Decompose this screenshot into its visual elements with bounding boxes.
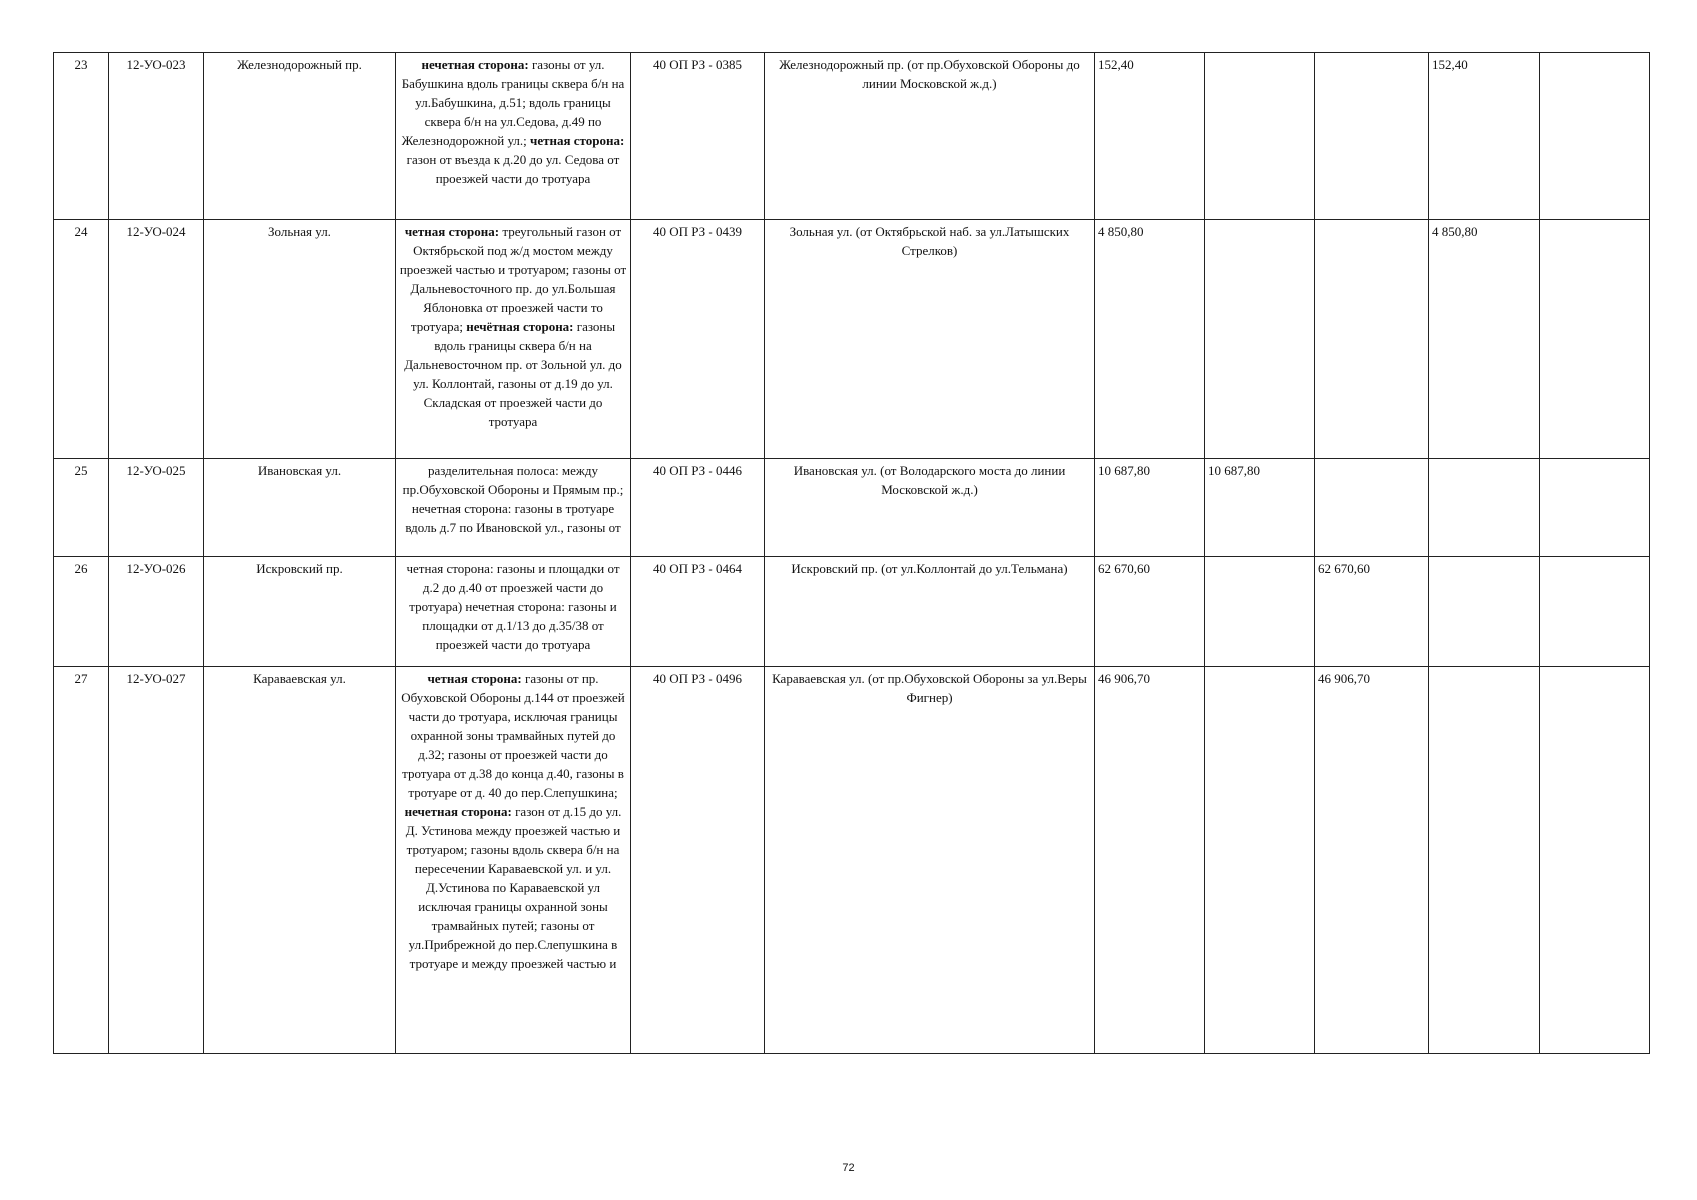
row-number: 26 xyxy=(54,557,109,667)
area-col-4 xyxy=(1540,557,1650,667)
object-code: 12-УО-027 xyxy=(109,667,204,1054)
description-text: газоны вдоль границы сквера б/н на Дальневосточном пр. от Зольной ул. до ул. Коллонтай, газоны от д.19 до ул. Складская от проезжей части до тротуара xyxy=(404,319,622,429)
total-area: 10 687,80 xyxy=(1095,459,1205,557)
object-code: 12-УО-023 xyxy=(109,53,204,220)
description xyxy=(396,667,631,1054)
area-col-4 xyxy=(1540,53,1650,220)
table-row xyxy=(54,667,1650,1054)
area-col-4 xyxy=(1540,220,1650,459)
object-code: 12-УО-024 xyxy=(109,220,204,459)
total-area: 4 850,80 xyxy=(1095,220,1205,459)
description-text: газон от въезда к д.20 до ул. Седова от проезжей части до тротуара xyxy=(406,152,620,186)
road-code: 40 ОП РЗ - 0464 xyxy=(631,557,765,667)
row-number: 24 xyxy=(54,220,109,459)
area-col-4 xyxy=(1540,459,1650,557)
street-name: Зольная ул. xyxy=(204,220,396,459)
road-code: 40 ОП РЗ - 0439 xyxy=(631,220,765,459)
description-text: четная сторона: газоны и площадки от д.2 до д.40 от проезжей части до тротуара) нечетная сторона: газоны и площадки от д.1/13 до д.35/38 от проезжей части до тротуара xyxy=(406,561,620,652)
road-code: 40 ОП РЗ - 0446 xyxy=(631,459,765,557)
object-code: 12-УО-026 xyxy=(109,557,204,667)
road-code: 40 ОП РЗ - 0496 xyxy=(631,667,765,1054)
table-body xyxy=(54,53,1650,1054)
area-col-1: 10 687,80 xyxy=(1205,459,1315,557)
table-row xyxy=(54,53,1650,220)
description-side-label: четная сторона: xyxy=(404,224,500,239)
area-col-1 xyxy=(1205,667,1315,1054)
area-col-2: 46 906,70 xyxy=(1315,667,1429,1054)
street-name: Железнодорожный пр. xyxy=(204,53,396,220)
description xyxy=(396,53,631,220)
road-name: Искровский пр. (от ул.Коллонтай до ул.Тельмана) xyxy=(765,557,1095,667)
area-col-3 xyxy=(1429,667,1540,1054)
area-col-2 xyxy=(1315,459,1429,557)
area-col-1 xyxy=(1205,53,1315,220)
area-col-1 xyxy=(1205,220,1315,459)
table-row xyxy=(54,220,1650,459)
description-side-label: нечётная сторона: xyxy=(466,319,574,334)
description-text: газоны от ул. Бабушкина вдоль границы сквера б/н на ул.Бабушкина, д.51; вдоль границы сквера б/н на ул.Седова, д.49 по Железнодорожной ул.; xyxy=(401,57,625,148)
area-col-3 xyxy=(1429,459,1540,557)
table-row xyxy=(54,459,1650,557)
description-side-label: нечетная сторона: xyxy=(404,804,512,819)
description-text: треугольный газон от Октябрьской под ж/д мостом между проезжей частью и тротуаром; газоны от Дальневосточного пр. до ул.Большая Яблоновка от проезжей части то тротуара; xyxy=(399,224,627,334)
table-row xyxy=(54,557,1650,667)
page-number: 72 xyxy=(842,1162,855,1174)
area-col-3 xyxy=(1429,557,1540,667)
total-area: 152,40 xyxy=(1095,53,1205,220)
area-col-1 xyxy=(1205,557,1315,667)
description-text: газон от д.15 до ул. Д. Устинова между проезжей частью и тротуаром; газоны вдоль сквера б/н на пересечении Караваевской ул. и ул. Д.Устинова по Караваевской ул исключая границы охранной зоны трамвайных путей; газоны от ул.Прибрежной до пер.Слепушкина в тротуаре и между проезжей частью и xyxy=(405,804,622,971)
description xyxy=(396,557,631,667)
description xyxy=(396,459,631,557)
row-number: 23 xyxy=(54,53,109,220)
description-text: газоны от пр. Обуховской Обороны д.144 от проезжей части до тротуара, исключая границы охранной зоны трамвайных путей до д.32; газоны от проезжей части до тротуара от д.38 до конца д.40, газоны в тротуаре от д. 40 до пер.Слепушкина; xyxy=(401,671,625,800)
description-text: разделительная полоса: между пр.Обуховской Обороны и Прямым пр.; нечетная сторона: газоны в тротуаре вдоль д.7 по Ивановской ул., газоны от xyxy=(402,463,624,535)
street-name: Ивановская ул. xyxy=(204,459,396,557)
total-area: 62 670,60 xyxy=(1095,557,1205,667)
row-number: 25 xyxy=(54,459,109,557)
road-name: Караваевская ул. (от пр.Обуховской Обороны за ул.Веры Фигнер) xyxy=(765,667,1095,1054)
description-side-label: четная сторона: xyxy=(427,671,522,686)
area-col-2: 62 670,60 xyxy=(1315,557,1429,667)
total-area: 46 906,70 xyxy=(1095,667,1205,1054)
area-col-2 xyxy=(1315,220,1429,459)
street-name: Искровский пр. xyxy=(204,557,396,667)
register-table xyxy=(53,52,1650,1054)
road-name: Ивановская ул. (от Володарского моста до линии Московской ж.д.) xyxy=(765,459,1095,557)
area-col-2 xyxy=(1315,53,1429,220)
description-side-label: нечетная сторона: xyxy=(421,57,529,72)
description-side-label: четная сторона: xyxy=(530,133,625,148)
road-name: Зольная ул. (от Октябрьской наб. за ул.Латышских Стрелков) xyxy=(765,220,1095,459)
row-number: 27 xyxy=(54,667,109,1054)
area-col-3: 152,40 xyxy=(1429,53,1540,220)
street-name: Караваевская ул. xyxy=(204,667,396,1054)
object-code: 12-УО-025 xyxy=(109,459,204,557)
area-col-3: 4 850,80 xyxy=(1429,220,1540,459)
road-code: 40 ОП РЗ - 0385 xyxy=(631,53,765,220)
area-col-4 xyxy=(1540,667,1650,1054)
description xyxy=(396,220,631,459)
road-name: Железнодорожный пр. (от пр.Обуховской Обороны до линии Московской ж.д.) xyxy=(765,53,1095,220)
